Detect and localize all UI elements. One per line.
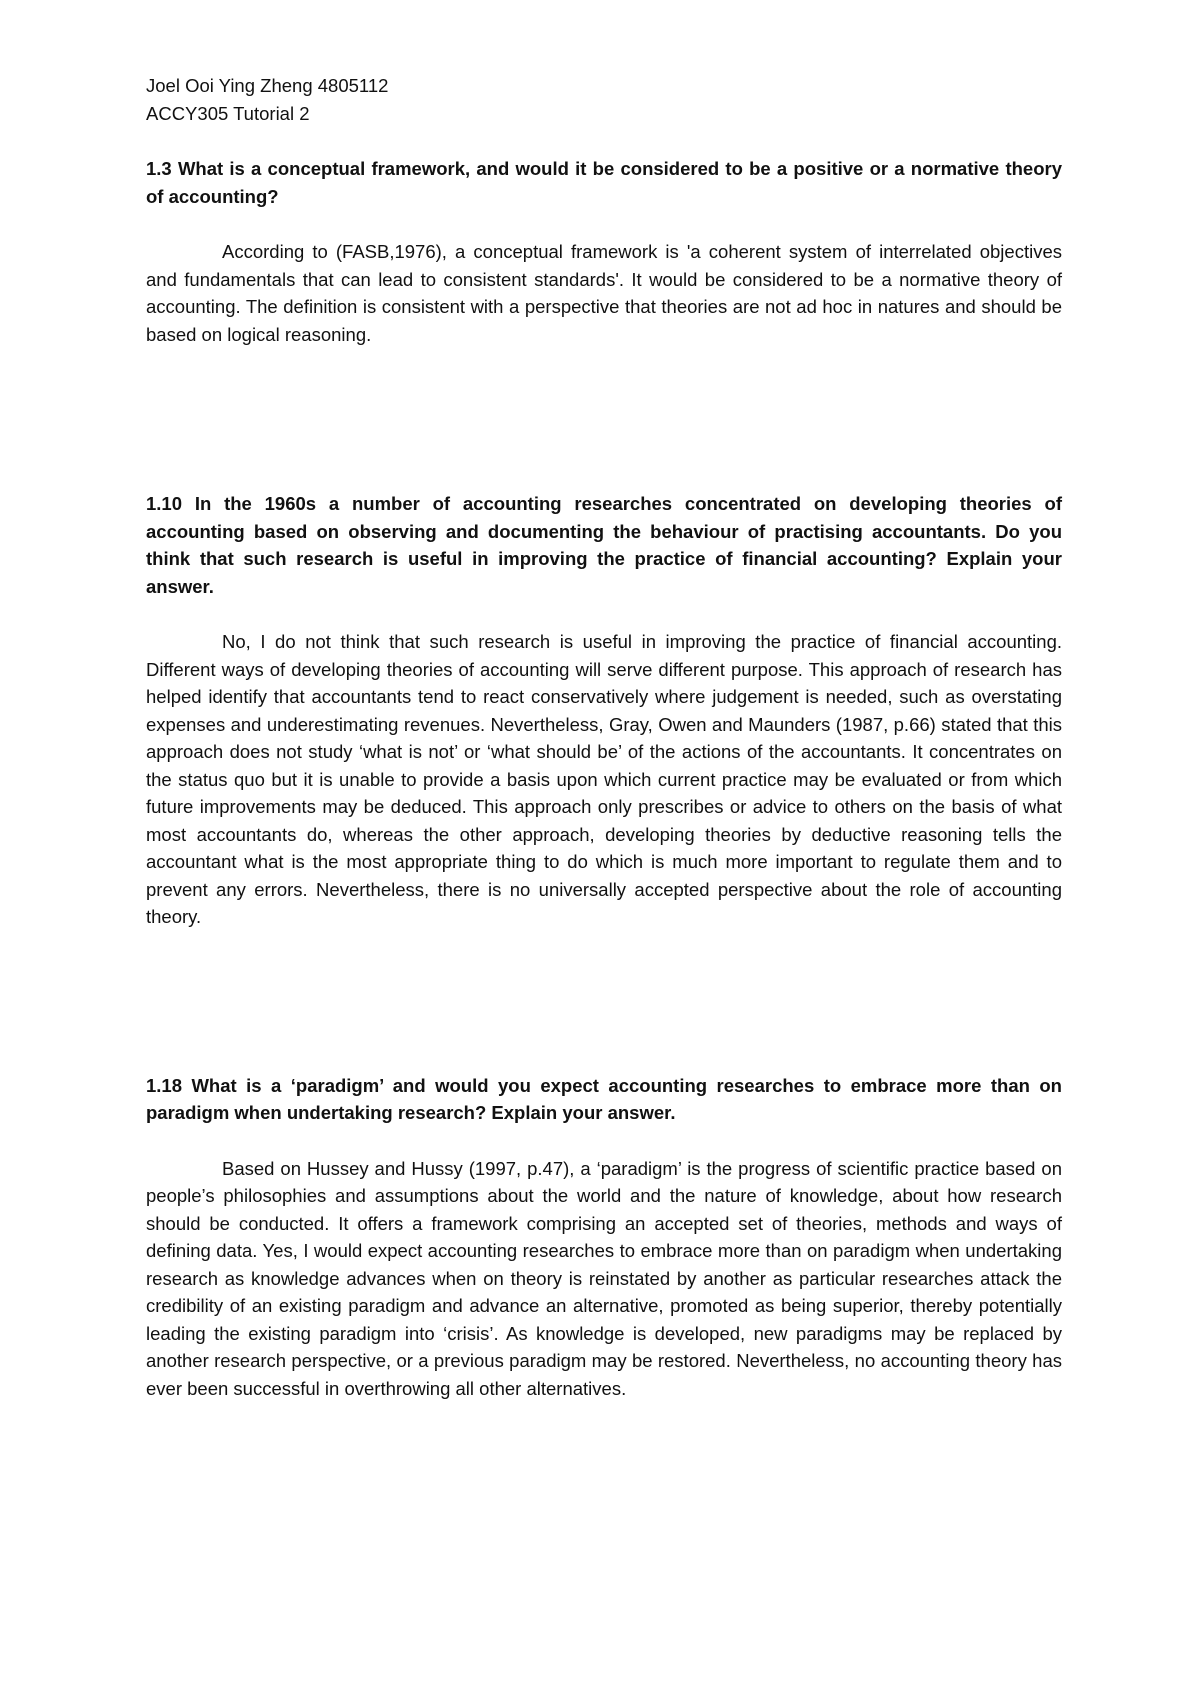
answer-1-3: According to (FASB,1976), a conceptual framework is 'a coherent system of interrelated objectives and fundamentals that can lead to consistent standards'. It would be considered to be a normative theory of accounting. The definition is consistent with a perspective that theories are not ad hoc in natures and should be based on logical reasoning. xyxy=(146,241,1062,345)
author-name-line: Joel Ooi Ying Zheng 4805112 xyxy=(146,75,389,96)
course-title-line: ACCY305 Tutorial 2 xyxy=(146,102,310,124)
document-page xyxy=(146,72,1062,1402)
answer-1-10: No, I do not think that such research is useful in improving the practice of financial accounting. Different ways of developing theories of accounting will serve different purpose. This approach of research has helped identify that accountants tend to react conservatively where judgement is needed, such as overstating expenses and underestimating revenues. Nevertheless, Gray, Owen and Maunders (1987, p.66) stated that this approach does not study ‘what is not’ or ‘what should be’ of the actions of the accountants. It concentrates on the status quo but it is unable to provide a basis upon which current practice may be evaluated or from which future improvements may be deduced. This approach only prescribes or advice to others on the basis of what most accountants do, whereas the other approach, developing theories by deductive reasoning tells the accountant what is the most appropriate thing to do which is much more important to regulate them and to prevent any errors. Nevertheless, there is no universally accepted perspective about the role of accounting theory. xyxy=(146,631,1062,927)
question-1-18: 1.18 What is a ‘paradigm’ and would you expect accounting researches to embrace more than on paradigm when undertaking research? Explain your answer. xyxy=(146,1074,1062,1123)
answer-1-18: Based on Hussey and Hussy (1997, p.47), a ‘paradigm’ is the progress of scientific practice based on people’s philosophies and assumptions about the world and the nature of knowledge, about how research should be conducted. It offers a framework comprising an accepted set of theories, methods and ways of defining data. Yes, I would expect accounting researches to embrace more than on paradigm when undertaking research as knowledge advances when on theory is reinstated by another as particular researches attack the credibility of an existing paradigm and advance an alternative, promoted as being superior, thereby potentially leading the existing paradigm into ‘crisis’. As knowledge is developed, new paradigms may be replaced by another research perspective, or a previous paradigm may be restored. Nevertheless, no accounting theory has ever been successful in overthrowing all other alternatives. xyxy=(146,1157,1062,1399)
question-1-10: 1.10 In the 1960s a number of accounting researches concentrated on developing theories of accounting based on observing and documenting the behaviour of practising accountants. Do you think that such research is useful in improving the practice of financial accounting? Explain your answer. xyxy=(146,493,1062,597)
question-1-3: 1.3 What is a conceptual framework, and would it be considered to be a positive or a normative theory of accounting? xyxy=(146,158,1062,207)
